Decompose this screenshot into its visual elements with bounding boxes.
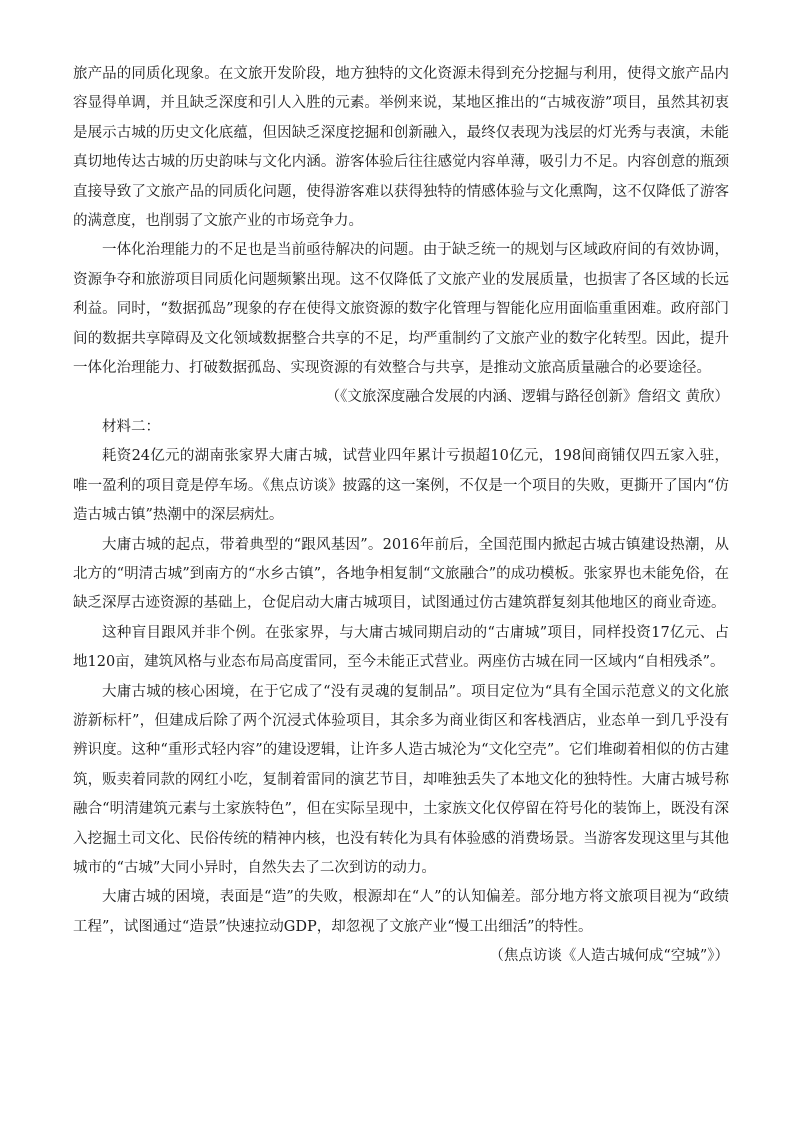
source-citation-1: （《文旅深度融合发展的内涵、逻辑与路径创新》詹绍文 黄欣）	[325, 389, 729, 406]
paragraph-follow-trend: 大庸古城的起点，带着典型的“跟风基因”。2016年前后，全国范围内掀起古城古镇建设热潮，从北方的“明清古城”到南方的“水乡古镇”，各地争相复制“文旅融合”的成功模板。张家界也未能免俗，在缺乏深厚古迹资源的基础上，仓促启动大庸古城项目，试图通过仿古建筑群复刻其他地区的商业奇迹。	[73, 536, 729, 612]
paragraph-dayong-loss: 耗资24亿元的湖南张家界大庸古城，试营业四年累计亏损超10亿元，198间商铺仅四五家入驻，唯一盈利的项目竟是停车场。《焦点访谈》披露的这一案例，不仅是一个项目的失败，更撕开了国内“仿造古城古镇”热潮中的深层病灶。	[73, 448, 729, 524]
paragraph-core-dilemma: 大庸古城的核心困境，在于它成了“没有灵魂的复制品”。项目定位为“具有全国示范意义的文化旅游新标杆”，但建成后除了两个沉浸式体验项目，其余多为商业街区和客栈酒店，业态单一到几乎没有辨识度。这种“重形式轻内容”的建设逻辑，让许多人造古城沦为“文化空壳”。它们堆砌着相似的仿古建筑，贩卖着同款的网红小吃，复制着雷同的演艺节目，却唯独丢失了本地文化的独特性。大庸古城号称融合“明清建筑元素与土家族特色”，但在实际呈现中，土家族文化仅停留在符号化的装饰上，既没有深入挖掘土司文化、民俗传统的精神内核，也没有转化为具有体验感的消费场景。当游客发现这里与其他城市的“古城”大同小异时，自然失去了二次到访的动力。	[73, 683, 729, 876]
paragraph-root-cause: 大庸古城的困境，表面是“造”的失败，根源却在“人”的认知偏差。部分地方将文旅项目视为“政绩工程”，试图通过“造景”快速拉动GDP，却忽视了文旅产业“慢工出细活”的特性。	[73, 889, 729, 935]
paragraph-not-isolated: 这种盲目跟风并非个例。在张家界，与大庸古城同期启动的“古庸城”项目，同样投资17亿元、占地120亩，建筑风格与业态布局高度雷同，至今未能正式营业。两座仿古城在同一区域内“自相残杀”。	[73, 624, 729, 671]
material-two-heading: 材料二：	[102, 418, 160, 435]
source-citation-2: （焦点访谈《人造古城何成“空城”》）	[489, 948, 729, 965]
document-page	[73, 60, 729, 972]
paragraph-governance: 一体化治理能力的不足也是当前亟待解决的问题。由于缺乏统一的规划与区域政府间的有效协调，资源争夺和旅游项目同质化问题频繁出现。这不仅降低了文旅产业的发展质量，也损害了各区域的长远利益。同时，“数据孤岛”现象的存在使得文旅资源的数字化管理与智能化应用面临重重困难。政府部门间的数据共享障碍及文化领域数据整合共享的不足，均严重制约了文旅产业的数字化转型。因此，提升一体化治理能力、打破数据孤岛、实现资源的有效整合与共享，是推动文旅高质量融合的必要途径。	[73, 242, 729, 377]
paragraph-continued: 旅产品的同质化现象。在文旅开发阶段，地方独特的文化资源未得到充分挖掘与利用，使得文旅产品内容显得单调，并且缺乏深度和引人入胜的元素。举例来说，某地区推出的“古城夜游”项目，虽然其初衷是展示古城的历史文化底蕴，但因缺乏深度挖掘和创新融入，最终仅表现为浅层的灯光秀与表演，未能真切地传达古城的历史韵味与文化内涵。游客体验后往往感觉内容单薄，吸引力不足。内容创意的瓶颈直接导致了文旅产品的同质化问题，使得游客难以获得独特的情感体验与文化熏陶，这不仅降低了游客的满意度，也削弱了文旅产业的市场竞争力。	[73, 66, 729, 230]
